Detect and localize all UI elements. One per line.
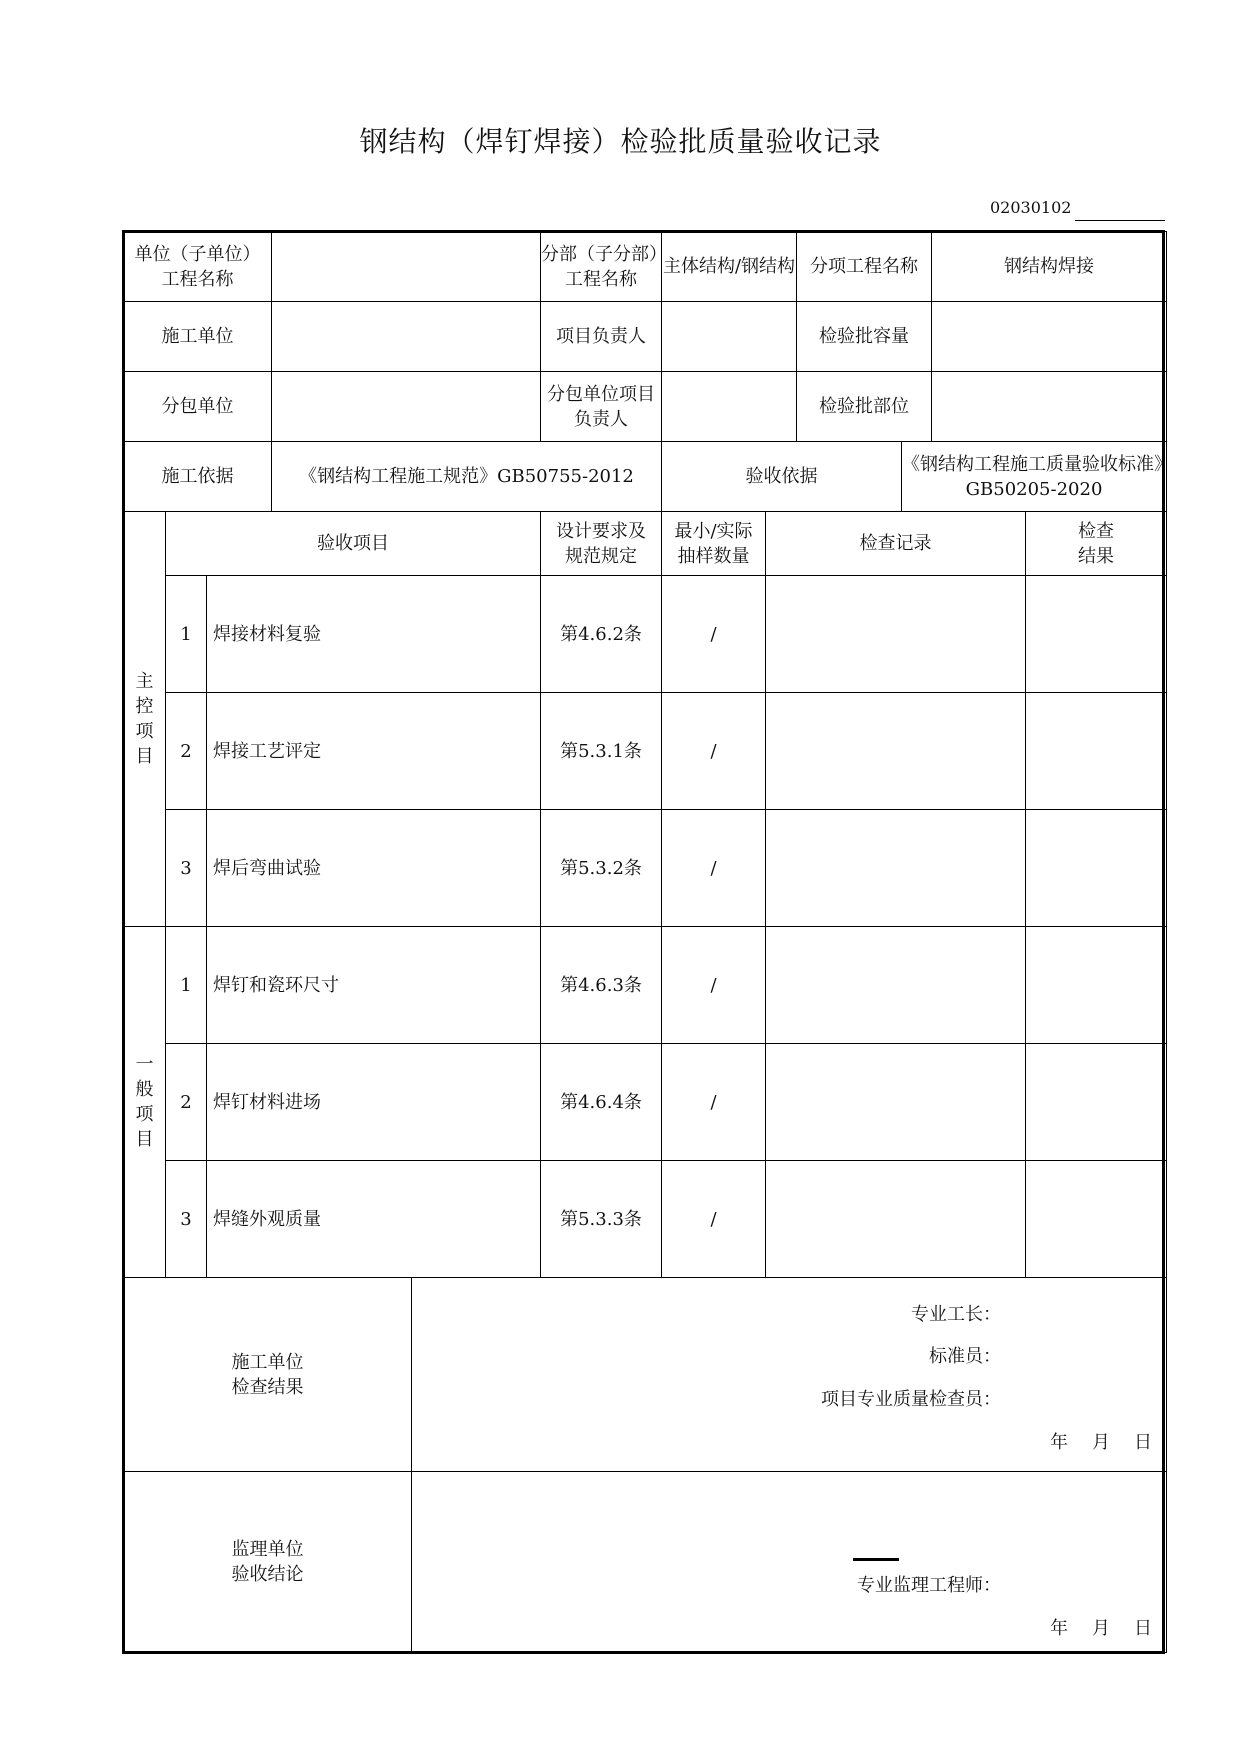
group-char: 目 xyxy=(135,1129,154,1150)
supervisor-check-label-cell xyxy=(124,1472,412,1653)
sub-project-manager-label-cell xyxy=(541,372,662,442)
acceptance-basis-value-cell[interactable] xyxy=(902,442,1173,512)
day-label: 日 xyxy=(1134,1432,1153,1453)
unit-label: 单位（子单位） xyxy=(134,243,261,265)
group-char: 项 xyxy=(135,1104,154,1125)
sub-project-manager-label: 分包单位项目 xyxy=(547,383,656,405)
subitem-label: 分项工程名称 xyxy=(797,232,932,302)
item-clause: 第4.6.4条 xyxy=(541,1044,662,1161)
group-char: 主 xyxy=(135,671,154,692)
batch-capacity-label: 检验批容量 xyxy=(797,302,932,372)
item-record[interactable] xyxy=(766,576,1026,693)
dash-mark xyxy=(853,1558,899,1561)
group-char: 项 xyxy=(135,721,154,742)
item-sample[interactable]: / xyxy=(662,693,766,810)
header-row-basis xyxy=(124,442,1167,512)
page-title: 钢结构（焊钉焊接）检验批质量验收记录 xyxy=(359,125,882,158)
foreman-signature: 专业工长： xyxy=(911,1304,1002,1325)
item-result[interactable] xyxy=(1026,927,1167,1044)
group-char: 般 xyxy=(135,1079,154,1100)
column-design-requirement xyxy=(541,512,662,576)
item-number: 1 xyxy=(166,927,207,1044)
table-row xyxy=(124,576,1167,693)
table-row xyxy=(124,1044,1167,1161)
item-sample[interactable]: / xyxy=(662,1044,766,1161)
column-design-line-2: 规范规定 xyxy=(565,545,638,567)
year-label: 年 xyxy=(1050,1432,1069,1453)
form-code-underline xyxy=(1075,220,1165,221)
day-label: 日 xyxy=(1134,1618,1153,1639)
column-acceptance-item: 验收项目 xyxy=(166,512,541,576)
year-label: 年 xyxy=(1050,1618,1069,1639)
table-row xyxy=(124,693,1167,810)
item-sample[interactable]: / xyxy=(662,576,766,693)
construction-basis-value[interactable]: 《钢结构工程施工规范》GB50755-2012 xyxy=(272,442,662,512)
item-clause: 第4.6.3条 xyxy=(541,927,662,1044)
inspection-record-table xyxy=(123,231,1173,1653)
contractor-check-label-cell xyxy=(124,1278,412,1472)
table-row xyxy=(124,810,1167,927)
item-clause: 第5.3.1条 xyxy=(541,693,662,810)
construction-basis-label: 施工依据 xyxy=(124,442,272,512)
item-name: 焊接工艺评定 xyxy=(207,693,541,810)
column-check-record: 检查记录 xyxy=(766,512,1026,576)
contractor-check-label: 施工单位 xyxy=(231,1351,304,1373)
batch-capacity-value[interactable] xyxy=(932,302,1167,372)
column-result-line-1: 检查 xyxy=(1078,520,1115,542)
group-char: 一 xyxy=(135,1054,154,1075)
item-result[interactable] xyxy=(1026,576,1167,693)
item-name: 焊钉材料进场 xyxy=(207,1044,541,1161)
item-clause: 第5.3.3条 xyxy=(541,1161,662,1278)
item-number: 1 xyxy=(166,576,207,693)
subdivision-label-cell xyxy=(541,232,668,302)
unit-label-cell xyxy=(124,232,272,302)
item-sample[interactable]: / xyxy=(662,810,766,927)
contractor-date xyxy=(1038,1430,1164,1455)
item-number: 3 xyxy=(166,810,207,927)
contractor-check-row xyxy=(124,1278,1167,1472)
sub-project-manager-value[interactable] xyxy=(662,372,797,442)
contractor-label: 施工单位 xyxy=(124,302,272,372)
subdivision-label: 分部（子分部） xyxy=(541,243,668,265)
supervisor-check-label-2: 验收结论 xyxy=(231,1564,304,1585)
column-result-line-2: 结果 xyxy=(1078,545,1115,567)
item-name: 焊后弯曲试验 xyxy=(207,810,541,927)
subitem-value[interactable]: 钢结构焊接 xyxy=(932,232,1167,302)
group-char: 控 xyxy=(135,696,154,717)
table-row xyxy=(124,1161,1167,1278)
group-char: 目 xyxy=(135,746,154,767)
supervisor-date xyxy=(1038,1616,1164,1641)
subdivision-label-2: 工程名称 xyxy=(565,268,638,290)
unit-label-2: 工程名称 xyxy=(161,268,234,290)
standard-officer-signature: 标准员： xyxy=(929,1346,1002,1367)
item-number: 2 xyxy=(166,1044,207,1161)
project-manager-label: 项目负责人 xyxy=(541,302,662,372)
item-sample[interactable]: / xyxy=(662,927,766,1044)
table-row xyxy=(124,927,1167,1044)
quality-inspector-signature: 项目专业质量检查员： xyxy=(821,1389,1002,1410)
form-code: 02030102 xyxy=(990,198,1072,217)
general-group-label xyxy=(124,927,166,1278)
main-control-group-label xyxy=(124,512,166,927)
month-label: 月 xyxy=(1092,1618,1111,1639)
contractor-value[interactable] xyxy=(272,302,541,372)
column-check-result xyxy=(1026,512,1167,576)
supervisor-check-label: 监理单位 xyxy=(231,1539,304,1560)
item-clause: 第5.3.2条 xyxy=(541,810,662,927)
acceptance-basis-value: 《钢结构工程施工质量验收标准》 xyxy=(902,453,1173,475)
column-sample-count xyxy=(662,512,766,576)
column-sample-line-2: 抽样数量 xyxy=(677,545,750,567)
contractor-check-content[interactable] xyxy=(412,1278,1167,1472)
supervising-engineer-signature: 专业监理工程师： xyxy=(857,1575,1002,1596)
acceptance-basis-code: GB50205-2020 xyxy=(965,478,1103,500)
acceptance-basis-label: 验收依据 xyxy=(662,442,902,512)
batch-location-label: 检验批部位 xyxy=(797,372,932,442)
header-row-contractor xyxy=(124,302,1167,372)
batch-location-value[interactable] xyxy=(932,372,1167,442)
column-sample-line-1: 最小/实际 xyxy=(674,520,753,542)
subcontractor-label: 分包单位 xyxy=(124,372,272,442)
item-number: 3 xyxy=(166,1161,207,1278)
contractor-check-label-2: 检查结果 xyxy=(231,1376,304,1398)
header-row-unit xyxy=(124,232,1167,302)
item-record[interactable] xyxy=(766,927,1026,1044)
sub-project-manager-label-2: 负责人 xyxy=(574,408,629,430)
column-design-line-1: 设计要求及 xyxy=(556,520,647,542)
supervisor-check-row xyxy=(124,1472,1167,1653)
subdivision-value[interactable]: 主体结构/钢结构 xyxy=(662,232,797,302)
item-name: 焊钉和瓷环尺寸 xyxy=(207,927,541,1044)
item-record[interactable] xyxy=(766,810,1026,927)
item-result[interactable] xyxy=(1026,1161,1167,1278)
month-label: 月 xyxy=(1092,1432,1111,1453)
supervisor-check-content[interactable] xyxy=(412,1472,1167,1653)
item-result[interactable] xyxy=(1026,693,1167,810)
item-number: 2 xyxy=(166,693,207,810)
unit-value[interactable] xyxy=(272,232,541,302)
item-record[interactable] xyxy=(766,693,1026,810)
project-manager-value[interactable] xyxy=(662,302,797,372)
item-sample[interactable]: / xyxy=(662,1161,766,1278)
item-record[interactable] xyxy=(766,1161,1026,1278)
item-record[interactable] xyxy=(766,1044,1026,1161)
item-clause: 第4.6.2条 xyxy=(541,576,662,693)
item-name: 焊缝外观质量 xyxy=(207,1161,541,1278)
item-name: 焊接材料复验 xyxy=(207,576,541,693)
header-row-subcontractor xyxy=(124,372,1167,442)
column-header-row xyxy=(124,512,1167,576)
item-result[interactable] xyxy=(1026,1044,1167,1161)
item-result[interactable] xyxy=(1026,810,1167,927)
subcontractor-value[interactable] xyxy=(272,372,541,442)
